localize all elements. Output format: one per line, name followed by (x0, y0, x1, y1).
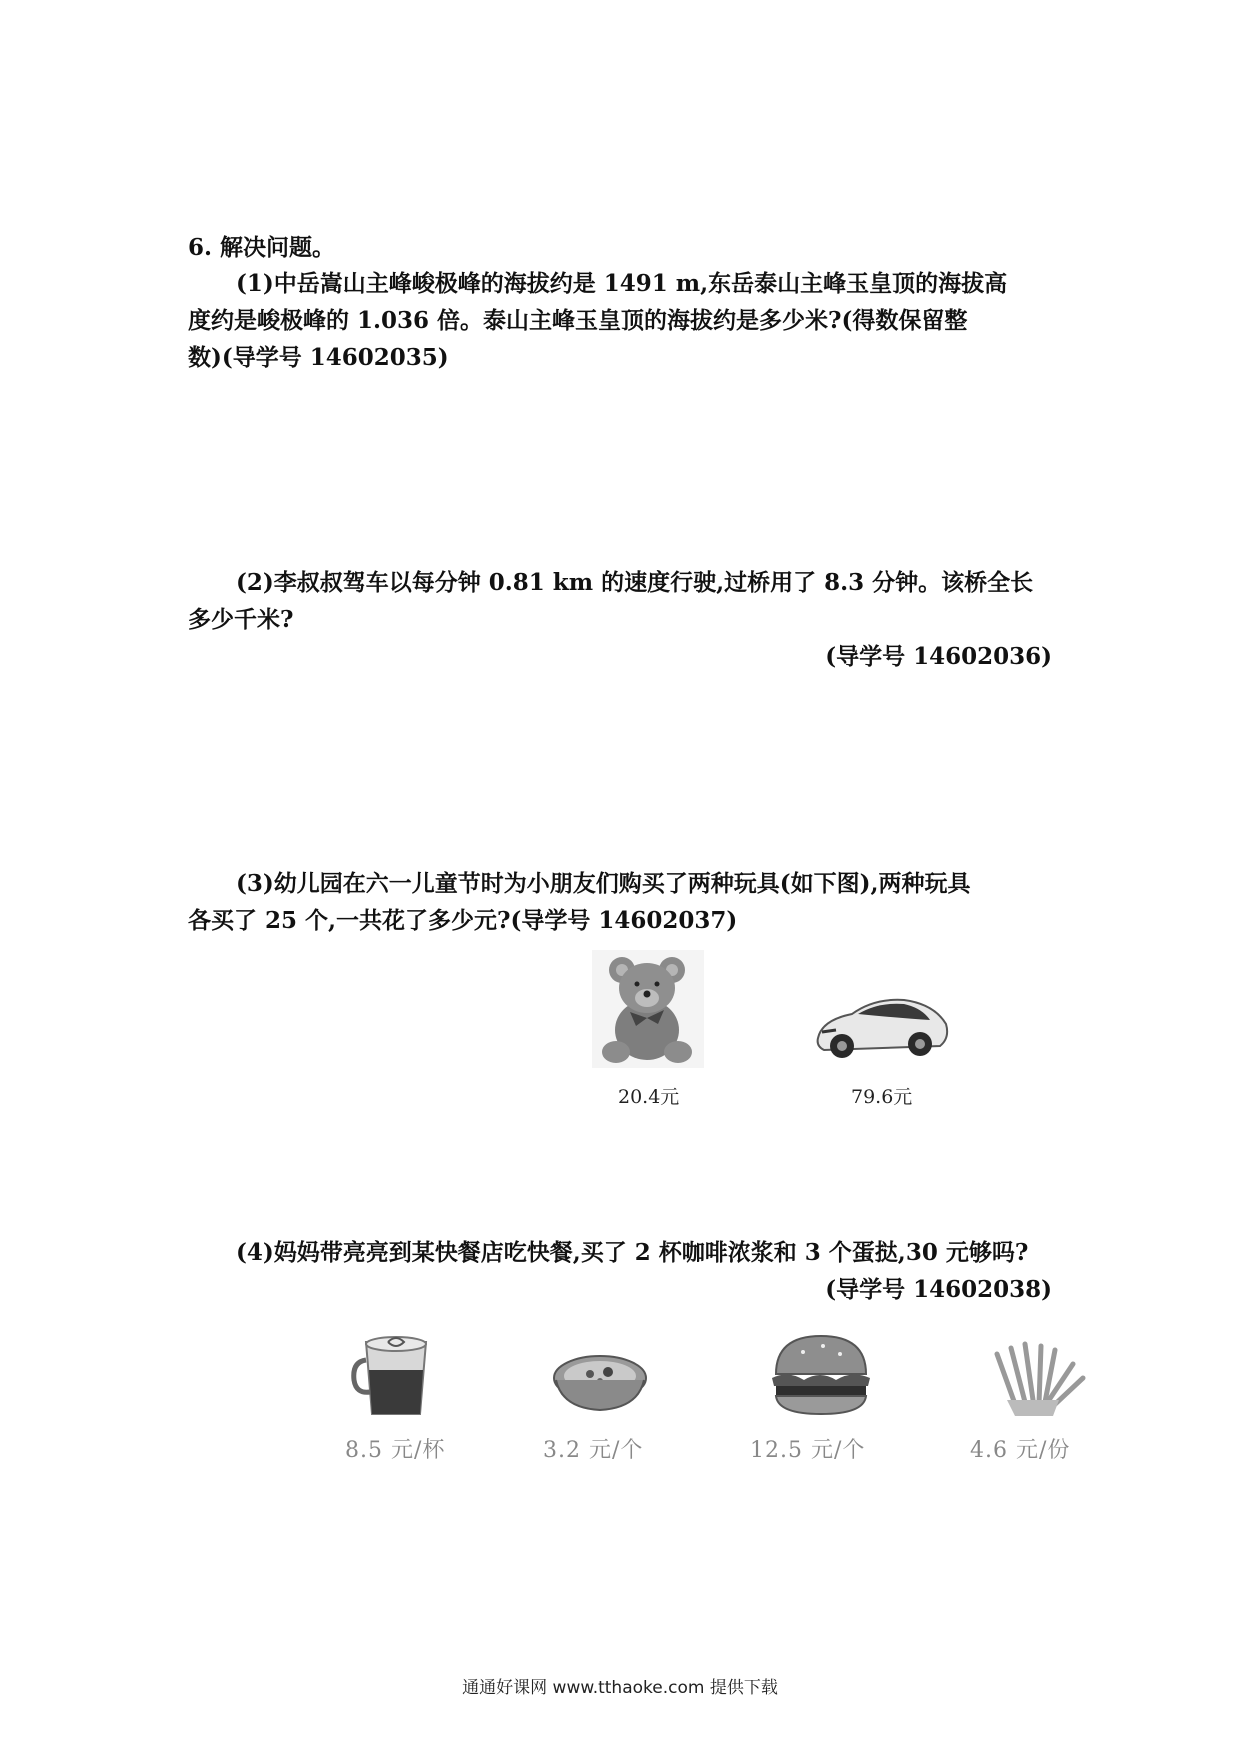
q1-line-2: 度约是峻极峰的 1.036 倍。泰山主峰玉皇顶的海拔约是多少米?(得数保留整 (188, 307, 968, 334)
hamburger-price: 12.5 元/个 (750, 1438, 866, 1463)
footer-text: 通通好课网 www.tthaoke.com 提供下载 (462, 1678, 778, 1698)
q1-line-3: 数)(导学号 14602035) (188, 344, 449, 371)
french-fries-icon (985, 1338, 1091, 1418)
teddy-bear-icon (592, 950, 704, 1068)
egg-tart-price: 3.2 元/个 (543, 1438, 644, 1463)
egg-tart-icon (550, 1348, 650, 1418)
q1-line-1: (1)中岳嵩山主峰峻极峰的海拔约是 1491 m,东岳泰山主峰玉皇顶的海拔高 (236, 270, 1008, 297)
q4-ref: (导学号 14602038) (825, 1276, 1052, 1303)
section-heading: 6. 解决问题。 (188, 234, 336, 261)
q4-line-1: (4)妈妈带亮亮到某快餐店吃快餐,买了 2 杯咖啡浓浆和 3 个蛋挞,30 元够吗? (236, 1239, 1029, 1266)
q2-ref: (导学号 14602036) (825, 643, 1052, 670)
q3-line-2: 各买了 25 个,一共花了多少元?(导学号 14602037) (188, 907, 738, 934)
q2-line-2: 多少千米? (188, 606, 294, 633)
coffee-price: 8.5 元/杯 (345, 1438, 446, 1463)
q2-line-1: (2)李叔叔驾车以每分钟 0.81 km 的速度行驶,过桥用了 8.3 分钟。该桥全长 (236, 569, 1034, 596)
q3-line-1: (3)幼儿园在六一儿童节时为小朋友们购买了两种玩具(如下图),两种玩具 (236, 870, 971, 897)
coffee-cup-icon (350, 1330, 442, 1422)
teddy-bear-price: 20.4元 (618, 1086, 680, 1108)
toy-car-icon (812, 988, 952, 1068)
fries-price: 4.6 元/份 (970, 1438, 1071, 1463)
hamburger-icon (768, 1330, 874, 1420)
toy-car-price: 79.6元 (851, 1086, 913, 1108)
